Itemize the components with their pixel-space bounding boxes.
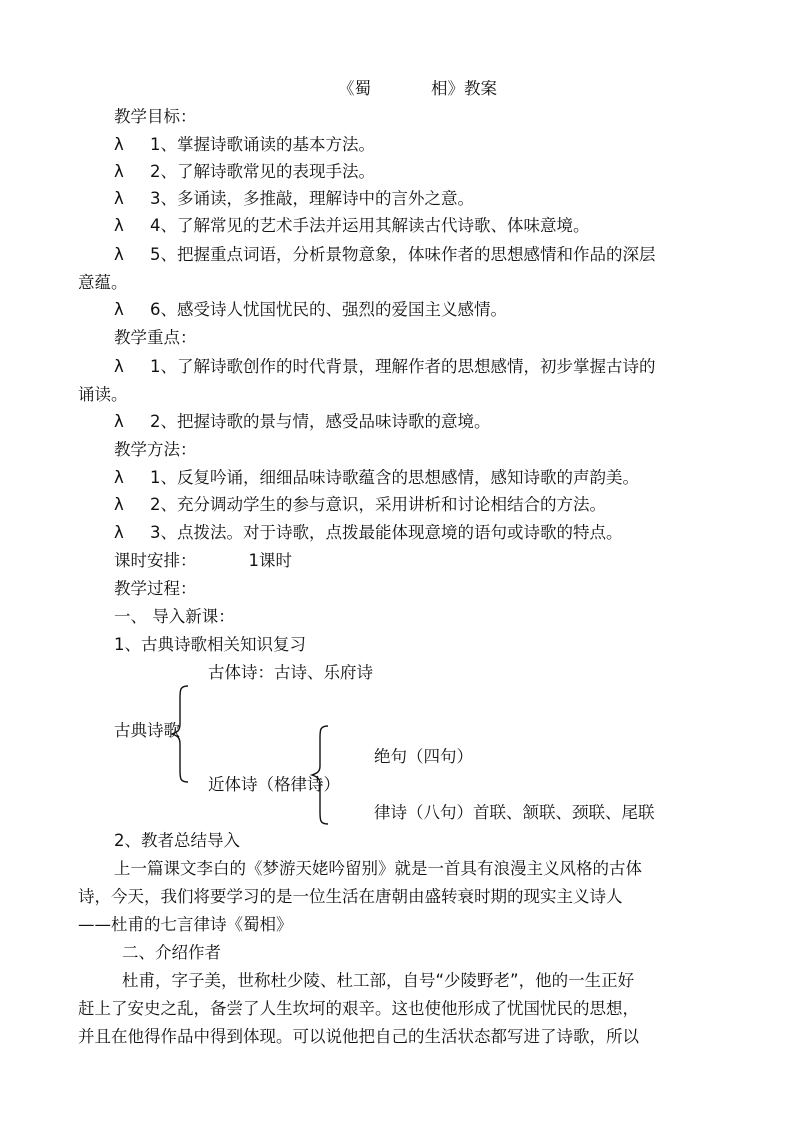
process-heading: 教学过程： [114, 579, 197, 598]
section-heading: 二、介绍作者 [122, 943, 221, 962]
bullet-icon: λ [114, 412, 124, 431]
bullet-icon: λ [114, 245, 124, 264]
methods-heading: 教学方法： [114, 440, 197, 459]
bullet-icon: λ [114, 189, 124, 208]
goal-item-continuation: 意蕴。 [78, 273, 128, 292]
intro-paragraph-line: ——杜甫的七言律诗《蜀相》 [78, 915, 293, 934]
intro-paragraph-line: 诗，今天，我们将要学习的是一位生活在唐朝由盛转衰时期的现实主义诗人 [78, 887, 623, 906]
method-item: λ 3、点拨法。对于诗歌，点拨最能体现意境的语句或诗歌的特点。 [114, 523, 623, 542]
bullet-icon: λ [114, 468, 124, 487]
author-paragraph-line: 杜甫，字子美，世称杜少陵、杜工部，自号“少陵野老”，他的一生正好 [122, 971, 635, 990]
bullet-icon: λ [114, 162, 124, 181]
page-title [338, 78, 497, 100]
author-paragraph-line: 赶上了安史之乱，备尝了人生坎坷的艰辛。这也使他形成了忧国忧民的思想， [78, 999, 639, 1018]
keypoint-item: λ 2、把握诗歌的景与情，感受品味诗歌的意境。 [114, 412, 491, 431]
brace-icon [168, 684, 192, 784]
bullet-icon: λ [114, 135, 124, 154]
tree-modern: 近体诗（格律诗） [208, 775, 340, 794]
bullet-icon: λ [114, 300, 124, 319]
subsection-heading: 1、古典诗歌相关知识复习 [114, 635, 306, 654]
method-item: λ 1、反复吟诵，细细品味诗歌蕴含的思想感情，感知诗歌的声韵美。 [114, 468, 639, 487]
bullet-icon: λ [114, 357, 124, 376]
author-paragraph-line: 并且在他得作品中得到体现。可以说他把自己的生活状态都写进了诗歌，所以 [78, 1027, 639, 1046]
tree-lvshi: 律诗（八句）首联、颔联、颈联、尾联 [374, 803, 655, 822]
keypoints-heading: 教学重点： [114, 328, 197, 347]
bullet-icon: λ [114, 523, 124, 542]
goal-item: λ 2、了解诗歌常见的表现手法。 [114, 162, 375, 181]
goals-heading: 教学目标： [114, 107, 197, 126]
keypoint-continuation: 诵读。 [78, 385, 128, 404]
schedule-label: 课时安排： [114, 551, 197, 570]
bullet-icon: λ [114, 495, 124, 514]
tree-root: 古典诗歌 [114, 721, 180, 740]
subsection-heading: 2、教者总结导入 [114, 831, 240, 850]
bullet-icon: λ [114, 216, 124, 235]
title-right: 相》教案 [431, 79, 497, 98]
schedule-value: 1课时 [248, 551, 292, 570]
tree-ancient: 古体诗：古诗、乐府诗 [208, 663, 373, 682]
method-item: λ 2、充分调动学生的参与意识，采用讲析和讨论相结合的方法。 [114, 495, 606, 514]
schedule-line [114, 550, 292, 572]
title-left: 《蜀 [338, 79, 371, 98]
brace-icon [308, 724, 332, 826]
goal-item: λ 4、了解常见的艺术手法并运用其解读古代诗歌、体味意境。 [114, 216, 590, 235]
section-heading: 一、 导入新课： [114, 607, 235, 626]
tree-jueju: 绝句（四句） [374, 747, 473, 766]
goal-item: λ 5、把握重点词语，分析景物意象，体味作者的思想感情和作品的深层 [114, 245, 656, 264]
intro-paragraph-line: 上一篇课文李白的《梦游天姥吟留别》就是一首具有浪漫主义风格的古体 [114, 859, 642, 878]
goal-item: λ 6、感受诗人忧国忧民的、强烈的爱国主义感情。 [114, 300, 507, 319]
goal-item: λ 3、多诵读，多推敲，理解诗中的言外之意。 [114, 189, 474, 208]
goal-item: λ 1、掌握诗歌诵读的基本方法。 [114, 135, 375, 154]
keypoint-item: λ 1、了解诗歌创作的时代背景，理解作者的思想感情，初步掌握古诗的 [114, 357, 656, 376]
